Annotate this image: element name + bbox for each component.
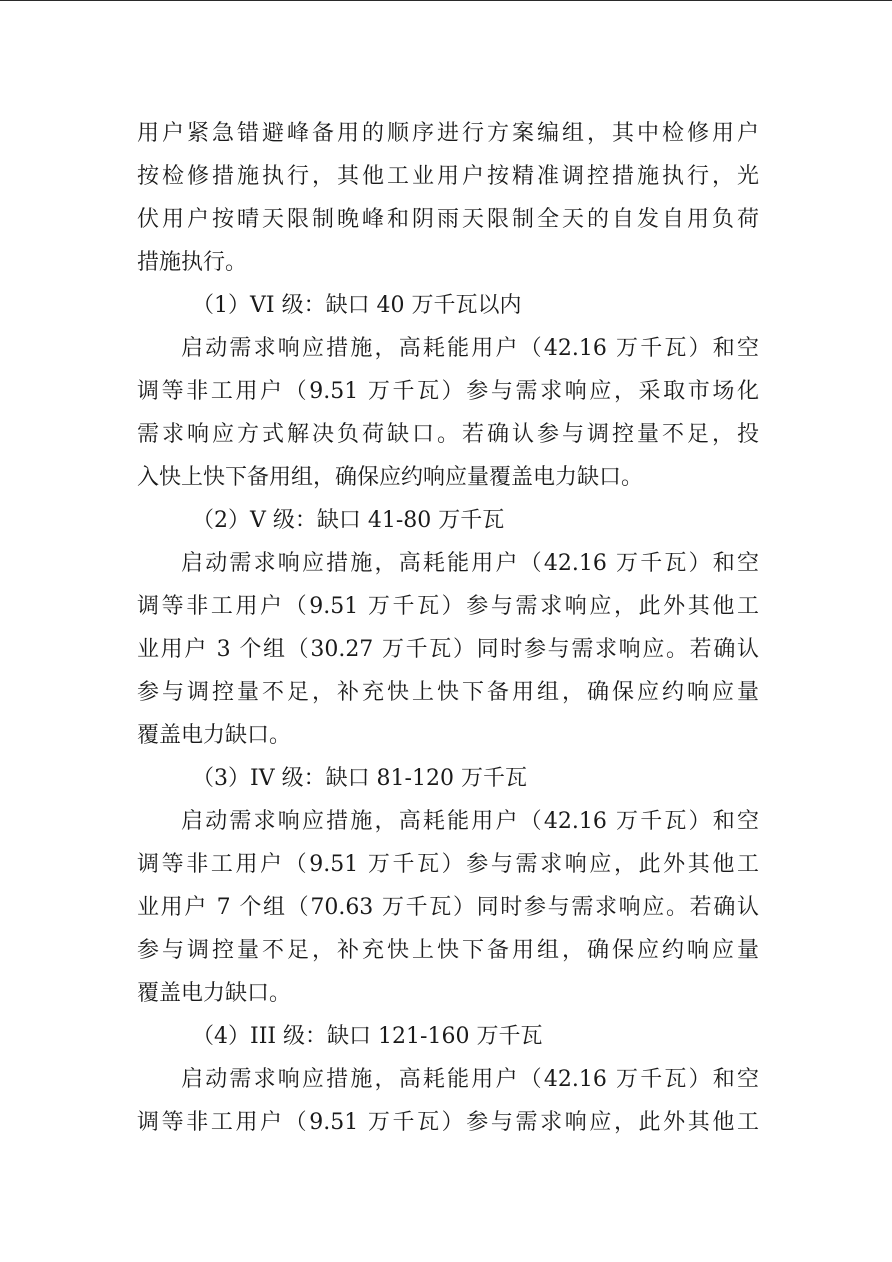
section-heading: （4）III 级：缺口 121-160 万千瓦 — [192, 1024, 543, 1049]
paragraph-last-line: 覆盖电力缺口。 — [137, 981, 292, 1006]
paragraph-line: 需求响应方式解决负荷缺口。若确认参与调控量不足，投 — [137, 422, 759, 447]
paragraph-line: 调等非工用户（9.51 万千瓦）参与需求响应，此外其他工 — [137, 852, 759, 877]
paragraph-line: 业用户 3 个组（30.27 万千瓦）同时参与需求响应。若确认 — [137, 637, 759, 662]
paragraph-last-line: 措施执行。 — [137, 250, 248, 275]
section-heading: （3）IV 级：缺口 81-120 万千瓦 — [192, 766, 527, 791]
paragraph-last-line: 入快上快下备用组，确保应约响应量覆盖电力缺口。 — [137, 465, 644, 490]
paragraph-line: 业用户 7 个组（70.63 万千瓦）同时参与需求响应。若确认 — [137, 895, 759, 920]
paragraph-line: 伏用户按晴天限制晚峰和阴雨天限制全天的自发自用负荷 — [137, 207, 759, 232]
paragraph-line: 参与调控量不足，补充快上快下备用组，确保应约响应量 — [137, 938, 759, 963]
paragraph-line: 调等非工用户（9.51 万千瓦）参与需求响应，此外其他工 — [137, 1110, 759, 1135]
document-body — [137, 112, 759, 1144]
paragraph-first-line: 启动需求响应措施，高耗能用户（42.16 万千瓦）和空 — [181, 336, 759, 361]
paragraph-line: 调等非工用户（9.51 万千瓦）参与需求响应，此外其他工 — [137, 594, 759, 619]
paragraph-first-line: 启动需求响应措施，高耗能用户（42.16 万千瓦）和空 — [181, 1067, 759, 1092]
paragraph-last-line: 覆盖电力缺口。 — [137, 723, 292, 748]
section-heading: （1）VI 级：缺口 40 万千瓦以内 — [192, 293, 522, 318]
paragraph-first-line: 启动需求响应措施，高耗能用户（42.16 万千瓦）和空 — [181, 551, 759, 576]
paragraph-line: 调等非工用户（9.51 万千瓦）参与需求响应，采取市场化 — [137, 379, 759, 404]
page-top-rule — [0, 0, 892, 1]
paragraph-line: 用户紧急错避峰备用的顺序进行方案编组，其中检修用户 — [137, 121, 759, 146]
paragraph-first-line: 启动需求响应措施，高耗能用户（42.16 万千瓦）和空 — [181, 809, 759, 834]
paragraph-line: 参与调控量不足，补充快上快下备用组，确保应约响应量 — [137, 680, 759, 705]
section-heading: （2）V 级：缺口 41-80 万千瓦 — [192, 508, 505, 533]
paragraph-line: 按检修措施执行，其他工业用户按精准调控措施执行，光 — [137, 164, 759, 189]
